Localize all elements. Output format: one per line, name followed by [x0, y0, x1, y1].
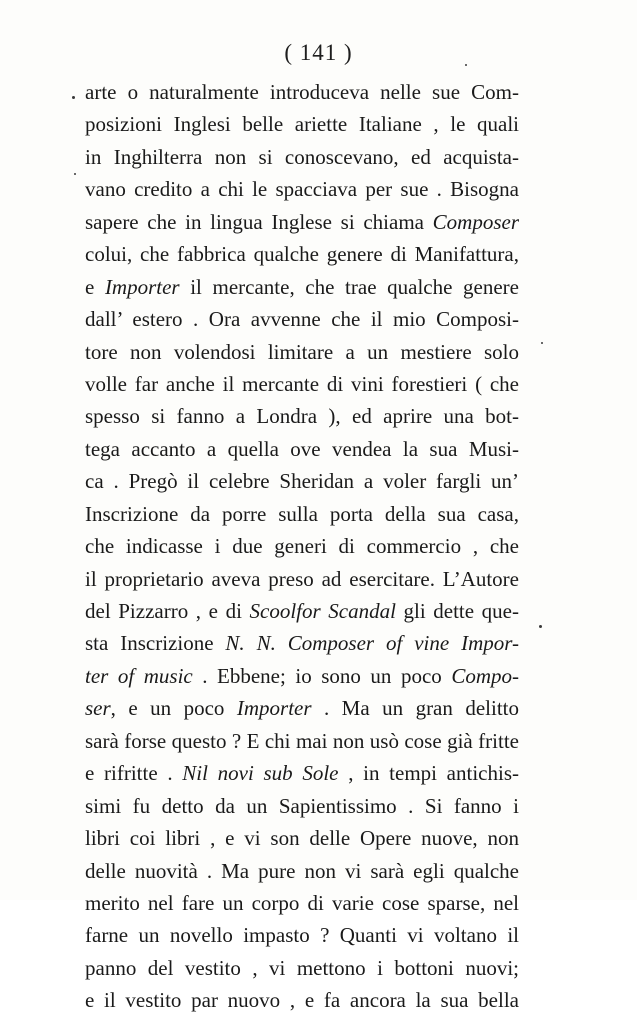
- text-line: [85, 855, 519, 887]
- ink-speck: [72, 96, 75, 99]
- italic-text: Scoolfor Scandal: [249, 599, 396, 623]
- text-line: [85, 238, 519, 270]
- italic-text: ter of music: [85, 663, 193, 688]
- text-segment: colui, che fabbrica qualche genere di Manifattura,: [85, 242, 519, 267]
- text-line: [85, 660, 519, 692]
- text-line: [85, 368, 519, 400]
- text-segment: tore non volendosi limitare a un mestiere solo: [85, 339, 519, 364]
- text-segment: dall’ estero . Ora avvenne che il mio Composi-: [85, 307, 519, 332]
- text-segment: spesso si fanno a Londra ), ed aprire una bot-: [85, 404, 519, 429]
- text-line: [85, 76, 519, 108]
- ink-speck: [74, 173, 76, 175]
- text-line: [85, 530, 519, 562]
- italic-text: Importer: [104, 274, 180, 299]
- text-line: [85, 952, 519, 984]
- ink-speck: [539, 625, 542, 628]
- italic-text: N. N. Composer of vine Impor-: [225, 631, 519, 656]
- text-line: [85, 173, 519, 205]
- text-line: [85, 303, 519, 335]
- page-number: ( 141 ): [284, 40, 353, 65]
- text-segment: sapere che in lingua Inglese si chiama: [85, 209, 433, 234]
- text-segment: del Pizzarro , e di: [85, 599, 250, 623]
- text-segment: , in tempi antichis-: [338, 761, 519, 786]
- text-segment: sarà forse questo ? E chi mai non usò cose già fritte: [85, 728, 519, 753]
- text-segment: sta Inscrizione: [85, 631, 226, 656]
- text-line: [85, 822, 519, 854]
- ink-speck: [465, 64, 467, 66]
- text-line: [85, 887, 519, 919]
- text-segment: panno del vestito , vi mettono i bottoni nuovi;: [85, 955, 519, 980]
- text-segment: in Inghilterra non si conoscevano, ed acquista-: [85, 144, 519, 169]
- text-segment: gli dette que-: [395, 599, 519, 623]
- italic-text: Importer: [236, 696, 312, 721]
- text-segment: e: [85, 274, 105, 299]
- text-segment: , e un poco: [110, 696, 237, 721]
- text-segment: e rifritte .: [85, 761, 183, 786]
- text-line: [85, 206, 519, 238]
- text-line: [85, 141, 519, 173]
- text-segment: tega accanto a quella ove vendea la sua Musi-: [85, 436, 519, 461]
- text-line: [85, 563, 519, 595]
- text-line: [85, 595, 519, 627]
- text-segment: farne un novello impasto ? Quanti vi voltano il: [85, 923, 519, 948]
- text-segment: . Ebbene; io sono un poco: [192, 663, 452, 688]
- text-segment: arte o naturalmente introduceva nelle sue Com-: [85, 80, 519, 104]
- text-segment: il mercante, che trae qualche genere: [179, 274, 519, 299]
- text-line: [85, 984, 519, 1016]
- text-line: [85, 790, 519, 822]
- text-segment: volle far anche il mercante di vini forestieri ( che: [85, 371, 519, 396]
- text-line: [85, 725, 519, 757]
- text-segment: simi fu detto da un Sapientissimo . Si fanno i: [85, 793, 519, 818]
- body-text: [85, 76, 519, 1017]
- text-line: [85, 692, 519, 724]
- text-line: [85, 336, 519, 368]
- text-line: [85, 627, 519, 659]
- italic-text: ser: [85, 696, 111, 721]
- text-segment: vano credito a chi le spacciava per sue . Bisogna: [85, 177, 519, 202]
- text-segment: libri coi libri , e vi son delle Opere nuove, non: [85, 826, 519, 851]
- text-segment: . Ma un gran delitto: [311, 696, 519, 721]
- text-line: [85, 400, 519, 432]
- text-line: [85, 108, 519, 140]
- text-line: [85, 271, 519, 303]
- text-segment: merito nel fare un corpo di varie cose sparse, nel: [85, 890, 519, 915]
- text-segment: ca . Pregò il celebre Sheridan a voler fargli un’: [85, 469, 519, 494]
- text-segment: Inscrizione da porre sulla porta della sua casa,: [85, 501, 519, 526]
- text-line: [85, 919, 519, 951]
- text-line: [85, 757, 519, 789]
- text-segment: delle nuovità . Ma pure non vi sarà egli qualche: [85, 858, 519, 883]
- text-segment: posizioni Inglesi belle ariette Italiane , le quali: [85, 112, 519, 137]
- text-line: [85, 465, 519, 497]
- text-segment: il proprietario aveva preso ad esercitare. L’Autore: [85, 566, 519, 591]
- italic-text: Nil novi sub Sole: [182, 761, 339, 786]
- text-segment: che indicasse i due generi di commercio , che: [85, 534, 519, 559]
- text-line: [85, 498, 519, 530]
- italic-text: Composer: [432, 209, 519, 234]
- ink-speck: [541, 342, 543, 344]
- text-line: [85, 433, 519, 465]
- italic-text: Compo-: [451, 663, 519, 688]
- text-segment: e il vestito par nuovo , e fa ancora la sua bella: [85, 988, 519, 1013]
